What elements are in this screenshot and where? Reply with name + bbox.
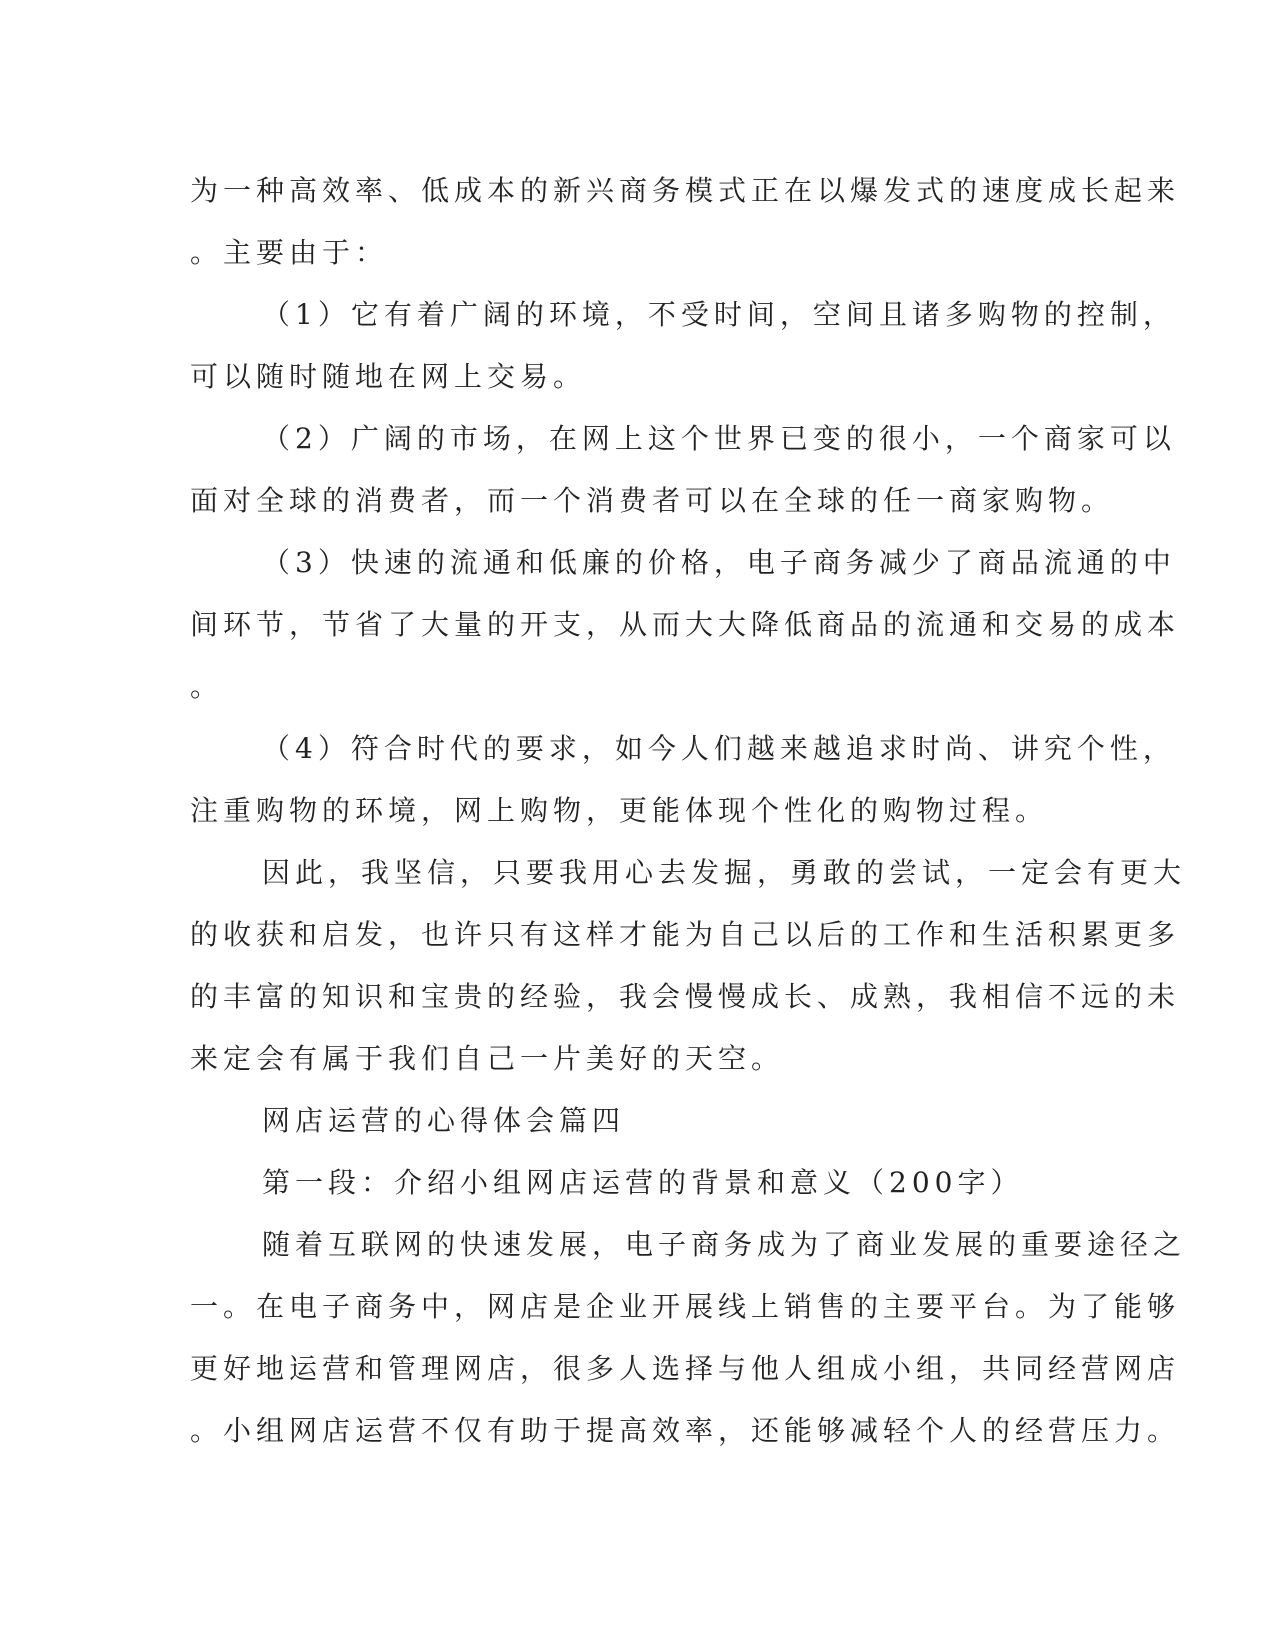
subsection-heading: 第一段：介绍小组网店运营的背景和意义（200字） — [262, 1166, 1024, 1199]
text-line: （3）快速的流通和低廉的价格，电子商务减少了商品流通的中 — [262, 546, 1176, 579]
text-line: 可以随时随地在网上交易。 — [190, 360, 587, 393]
text-line: 来定会有属于我们自己一片美好的天空。 — [190, 1042, 785, 1075]
document-body — [190, 160, 1187, 1462]
text-line: 间环节，节省了大量的开支，从而大大降低商品的流通和交易的成本 — [190, 608, 1181, 641]
text-line: 注重购物的环境，网上购物，更能体现个性化的购物过程。 — [190, 794, 1049, 827]
text-line: 的收获和启发，也许只有这样才能为自己以后的工作和生活积累更多 — [190, 918, 1181, 951]
text-line: 。小组网店运营不仅有助于提高效率，还能够减轻个人的经营压力。 — [190, 1414, 1181, 1447]
text-line: （1）它有着广阔的环境，不受时间，空间且诸多购物的控制， — [262, 298, 1176, 331]
text-line: （2）广阔的市场，在网上这个世界已变的很小，一个商家可以 — [262, 422, 1176, 455]
text-line: 随着互联网的快速发展，电子商务成为了商业发展的重要途径之 — [262, 1228, 1187, 1261]
text-line: 的丰富的知识和宝贵的经验，我会慢慢成长、成熟，我相信不远的未 — [190, 980, 1181, 1013]
text-line: 更好地运营和管理网店，很多人选择与他人组成小组，共同经营网店 — [190, 1352, 1181, 1385]
text-line: 面对全球的消费者，而一个消费者可以在全球的任一商家购物。 — [190, 484, 1115, 517]
text-line: 。 — [190, 670, 224, 703]
section-heading: 网店运营的心得体会篇四 — [262, 1104, 626, 1137]
text-line: 一。在电子商务中，网店是企业开展线上销售的主要平台。为了能够 — [190, 1290, 1181, 1323]
text-line: （4）符合时代的要求，如今人们越来越追求时尚、讲究个性， — [262, 732, 1176, 765]
text-line: 因此，我坚信，只要我用心去发掘，勇敢的尝试，一定会有更大 — [262, 856, 1187, 889]
text-line: 。主要由于： — [190, 236, 389, 269]
text-line: 为一种高效率、低成本的新兴商务模式正在以爆发式的速度成长起来 — [190, 174, 1181, 207]
